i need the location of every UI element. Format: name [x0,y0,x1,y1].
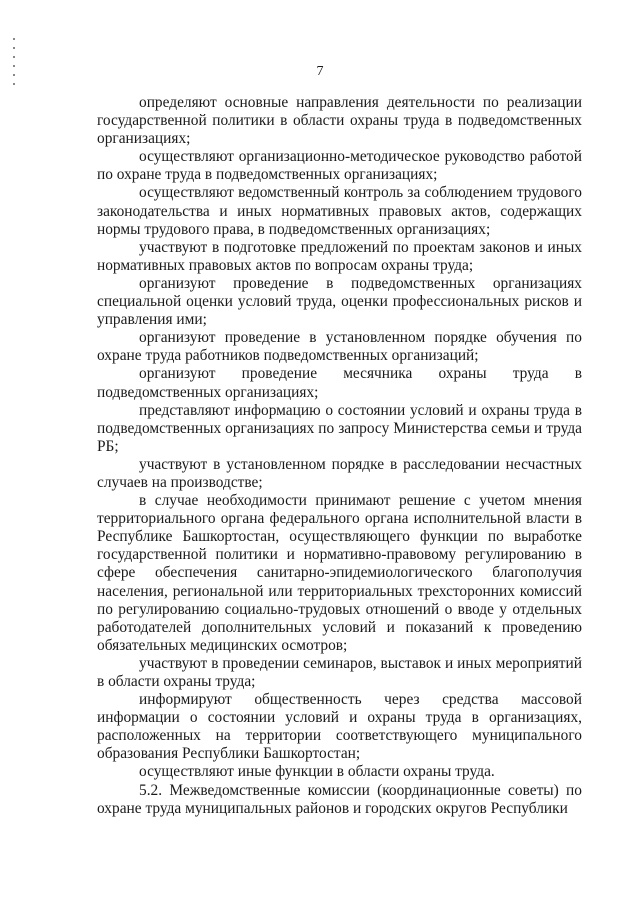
paragraph: определяют основные направления деятельности по реализации государственной политики в области охраны труда в подведомственных организациях; [97,94,582,148]
paragraph: организуют проведение в установленном порядке обучения по охране труда работников подведомственных организаций; [97,329,582,365]
page-number: 7 [316,64,324,79]
paragraph: в случае необходимости принимают решение с учетом мнения территориального органа федерального органа исполнительной власти в Республике Башкортостан, осуществляющего функции по выработке государственной политики и нормативно-правовому регулированию в сфере обеспечения санитарно-эпидемиологического благополучия населения, региональной или территориальных трехсторонних комиссий по регулированию социально-трудовых отношений о вводе у отдельных работодателей дополнительных условий и показаний к проведению обязательных медицинских осмотров; [97,492,582,654]
paragraph: организуют проведение в подведомственных организациях специальной оценки условий труда, оценки профессиональных рисков и управления ими; [97,274,582,329]
paragraph: организуют проведение месячника охраны труда в подведомственных организациях; [97,365,582,401]
document-body [97,94,582,818]
paragraph: участвуют в проведении семинаров, выставок и иных мероприятий в области охраны труда; [97,654,582,690]
paragraph: представляют информацию о состоянии условий и охраны труда в подведомственных организациях по запросу Министерства семьи и труда РБ; [97,401,582,455]
paragraph: осуществляют ведомственный контроль за соблюдением трудового законодательства и иных нормативных правовых актов, содержащих нормы трудового права, в подведомственных организациях; [97,184,582,238]
paragraph: осуществляют иные функции в области охраны труда. [139,763,495,781]
paragraph: информируют общественность через средства массовой информации о состоянии условий и охраны труда в организациях, расположенных на территории соответствующего муниципального образования Республики Башкортостан; [97,691,582,763]
paragraph: осуществляют организационно-методическое руководство работой по охране труда в подведомственных организациях; [97,148,582,184]
paragraph: участвуют в подготовке предложений по проектам законов и иных нормативных правовых актов по вопросам охраны труда; [97,238,582,274]
paragraph: участвуют в установленном порядке в расследовании несчастных случаев на производстве; [97,455,582,491]
paragraph: 5.2. Межведомственные комиссии (координационные советы) по охране труда муниципальных районов и городских округов Республики [97,781,582,817]
